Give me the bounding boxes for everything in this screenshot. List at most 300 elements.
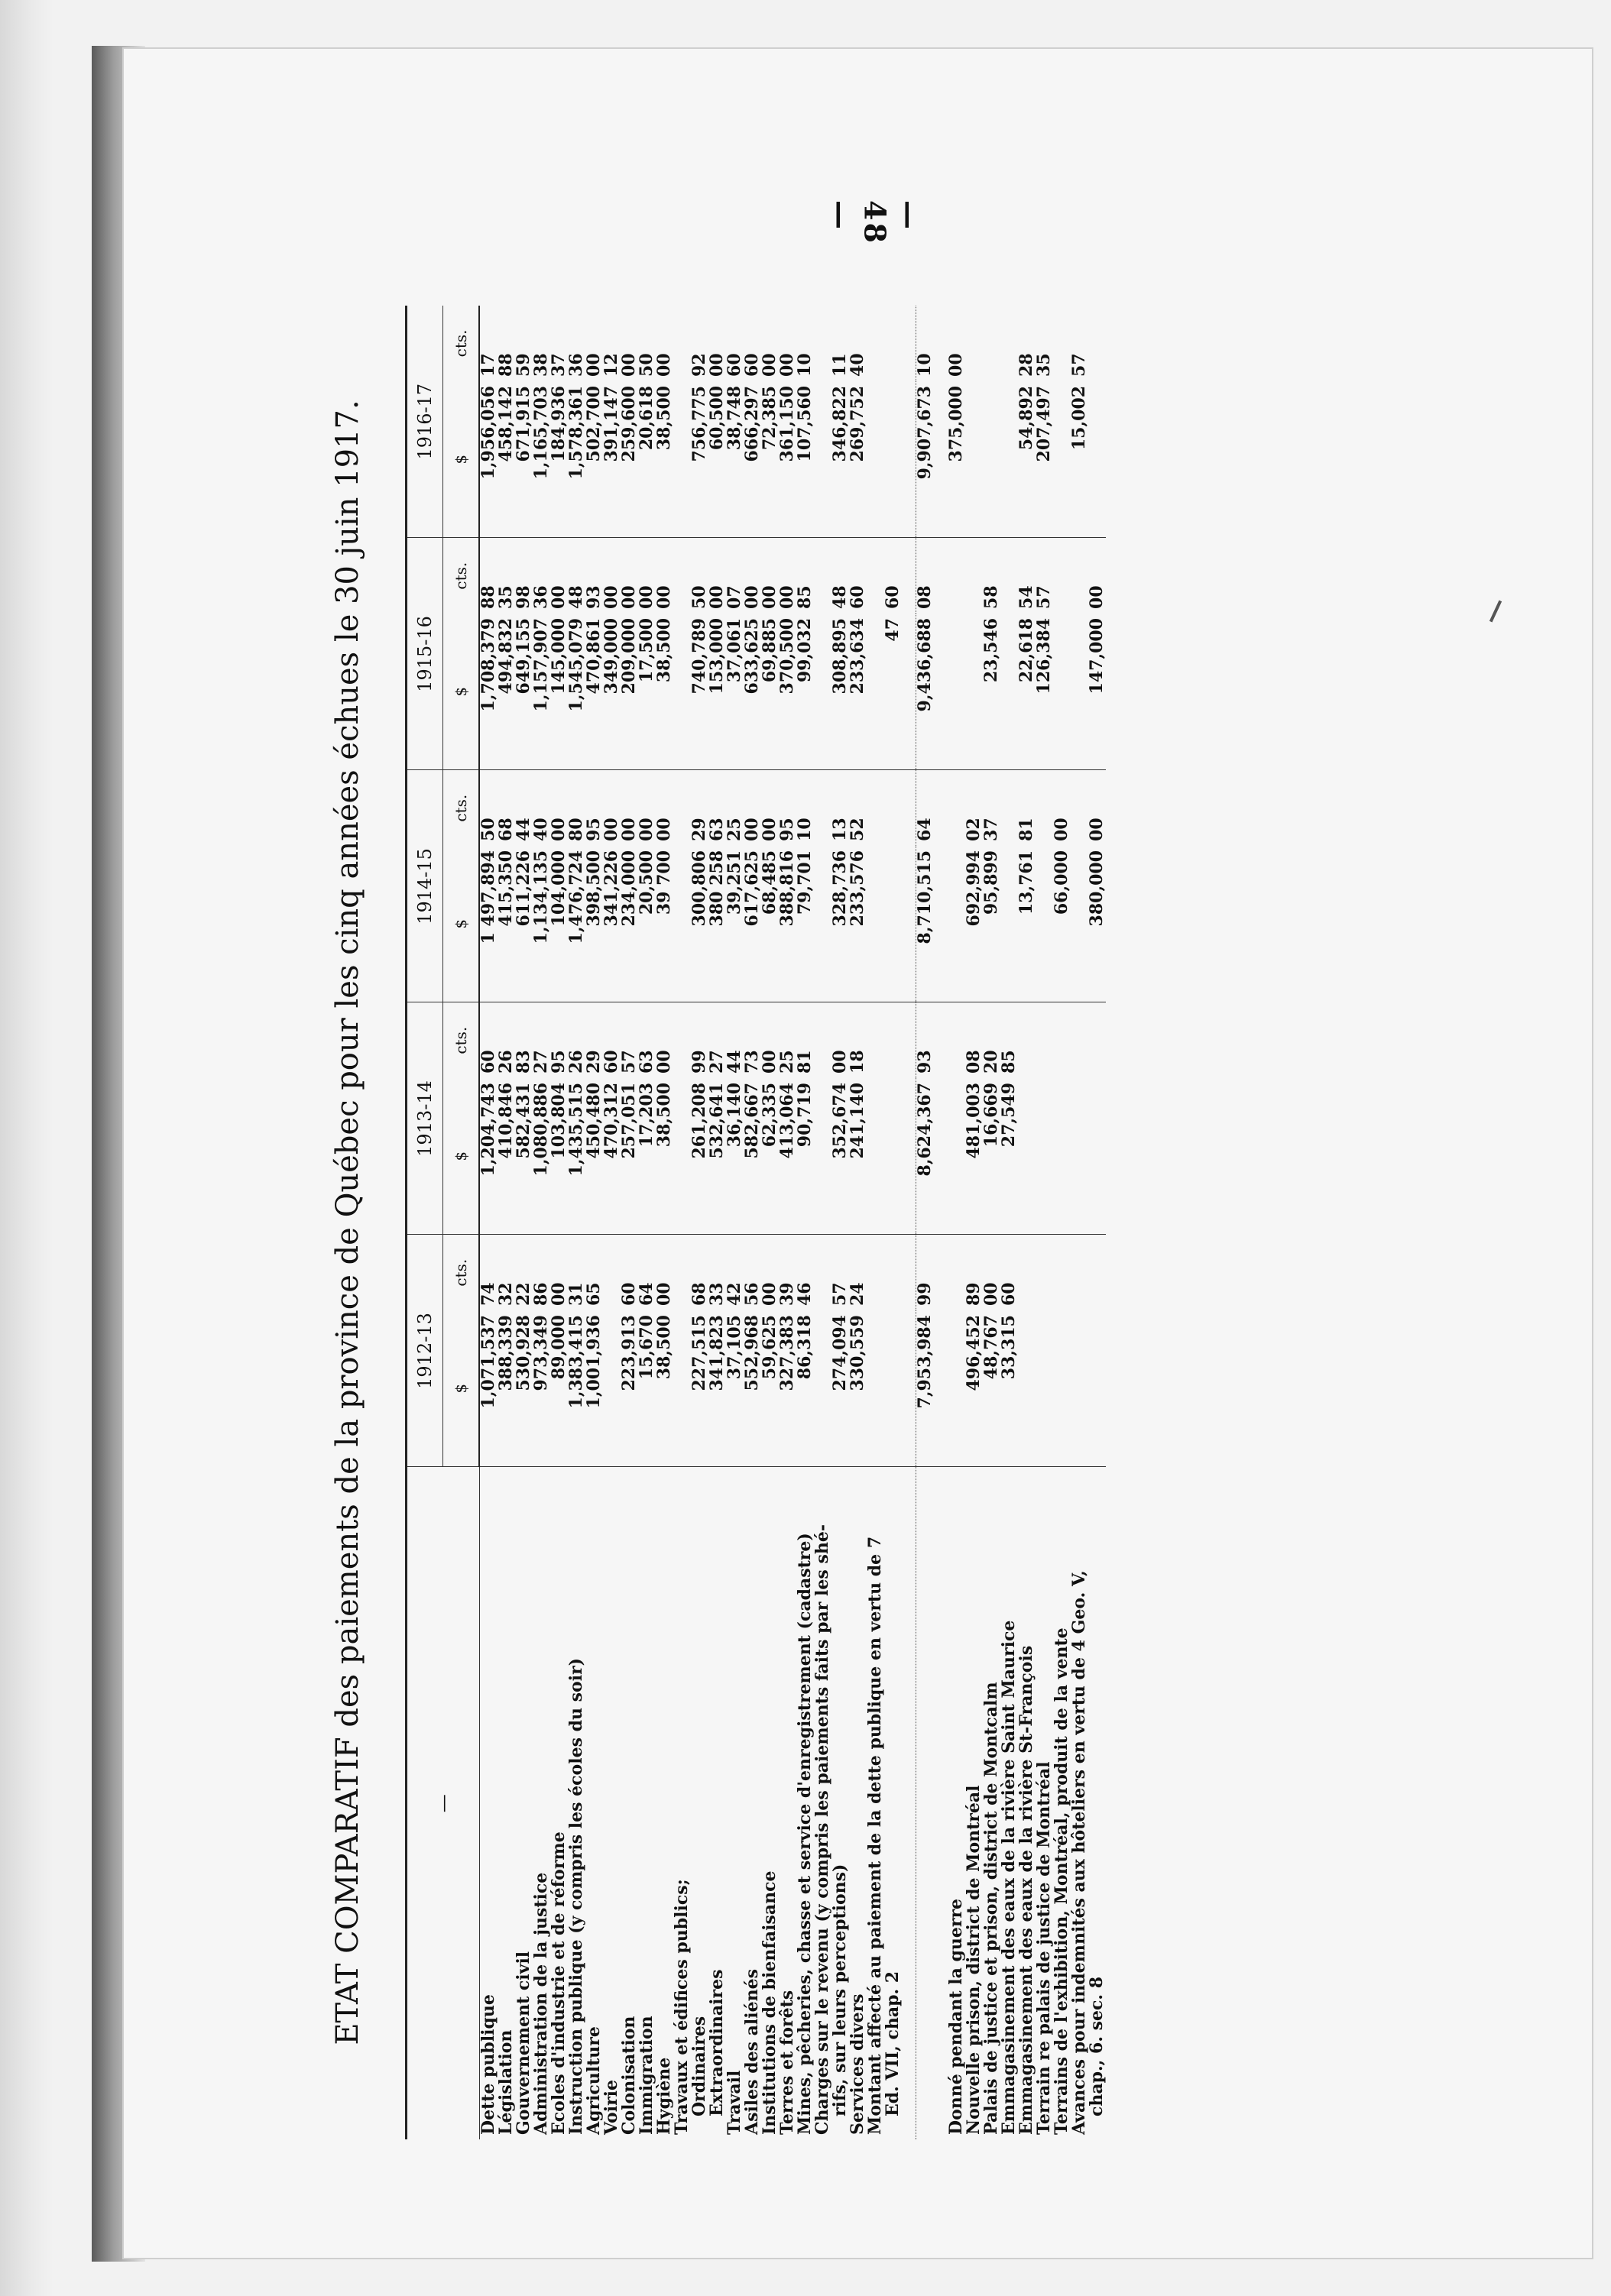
dollar-cell: 1,956,056	[479, 381, 498, 538]
spacer-cell	[902, 846, 916, 1002]
dollar-cell: 261,208	[691, 1078, 708, 1235]
cents-cell: 22	[514, 1282, 533, 1306]
cents-cell: 44	[514, 818, 533, 841]
cents-cell	[1071, 1235, 1088, 1310]
table-row	[796, 306, 814, 2139]
dollar-cell: 413,064	[779, 1078, 796, 1235]
row-label: Extraordinaires	[707, 1969, 727, 2116]
cents-cell: 40	[848, 353, 867, 377]
cents-header: cts.	[443, 538, 480, 614]
cents-cell: 54	[1016, 585, 1036, 609]
cents-cell	[884, 1002, 902, 1078]
row-label: Instruction publique (y compris les écoles du soir)	[566, 1657, 586, 2135]
cents-cell: 81	[1016, 818, 1036, 841]
dollar-cell: 756,775	[691, 381, 708, 538]
dollar-cell: 346,822	[831, 381, 849, 538]
dollar-cell: 209,000	[621, 614, 638, 770]
dollar-cell: 38,748	[726, 381, 744, 538]
dollar-cell: 37,105	[726, 1310, 744, 1467]
dollar-cell: 95,899	[983, 846, 1000, 1002]
cents-cell: 86	[531, 1282, 551, 1306]
cents-cell: 57	[619, 1050, 639, 1074]
cents-cell: 60	[848, 585, 867, 609]
cents-cell: 24	[848, 1282, 867, 1306]
dollar-cell: 352,674	[831, 1078, 849, 1235]
cents-cell: 80	[566, 818, 586, 841]
row-label: Charges sur le revenu (y compris les paiements faits par les shé-	[812, 1524, 832, 2135]
cents-cell	[1036, 1002, 1053, 1078]
dollar-cell: 1,134,135	[533, 846, 550, 1002]
dollar-cell	[603, 1310, 621, 1467]
row-label: Législation	[496, 2029, 516, 2135]
cents-cell: 12	[601, 353, 621, 377]
dollar-cell	[948, 846, 965, 1002]
cents-cell: 18	[848, 1050, 867, 1074]
cents-cell: 00	[601, 818, 621, 841]
spacer-cell	[934, 1002, 948, 1078]
dollar-header: $	[443, 614, 480, 770]
cents-cell: 81	[795, 1050, 815, 1074]
cents-cell: 00	[707, 353, 727, 377]
cents-cell	[884, 770, 902, 846]
cents-cell: 60	[619, 1282, 639, 1306]
dollar-cell: 552,968	[744, 1310, 761, 1467]
dollar-cell: 327,383	[779, 1310, 796, 1467]
dollar-cell: 1 497,894	[479, 846, 498, 1002]
dollar-cell: 38,500	[656, 1310, 673, 1467]
dollar-cell: 153,000	[708, 614, 726, 770]
cents-cell: 00	[637, 818, 656, 841]
dollar-cell: 410,846	[498, 1078, 515, 1235]
cents-cell: 42	[724, 1282, 744, 1306]
table-row	[849, 306, 867, 2139]
cents-cell: 37	[549, 353, 569, 377]
page-number: — 48 —	[823, 200, 927, 245]
table-row	[498, 306, 515, 2139]
row-label: Donné pendant la guerre	[946, 1898, 966, 2135]
table-row	[814, 306, 831, 2139]
dollar-cell	[673, 1310, 691, 1467]
year-header: 1914-15	[407, 770, 443, 1002]
year-header: 1916-17	[407, 306, 443, 538]
dollar-cell: 36,140	[726, 1078, 744, 1235]
dollar-cell: 79,701	[796, 846, 814, 1002]
cents-cell	[867, 1002, 884, 1078]
dollar-cell	[965, 381, 983, 538]
dollar-cell	[948, 614, 965, 770]
cents-cell: 00	[777, 585, 797, 609]
dollar-cell: 380,000	[1088, 846, 1106, 1002]
cents-cell	[867, 306, 884, 381]
cents-cell	[867, 1235, 884, 1310]
spacer-cell	[934, 1078, 948, 1235]
cents-cell: 60	[999, 1282, 1019, 1306]
dollar-cell: 494,832	[498, 614, 515, 770]
cents-cell: 00	[742, 818, 762, 841]
dollar-cell: 15,670	[638, 1310, 656, 1467]
cents-cell: 60	[478, 1050, 498, 1074]
table-row	[1000, 306, 1018, 2139]
spacer-cell	[902, 614, 916, 770]
dollar-cell: 391,147	[603, 381, 621, 538]
dollar-cell: 20,500	[638, 846, 656, 1002]
dollar-cell	[983, 381, 1000, 538]
cents-cell: 00	[777, 353, 797, 377]
spacer-cell	[902, 1235, 916, 1310]
spacer-cell	[902, 1002, 916, 1078]
table-row	[603, 306, 621, 2139]
cents-cell: 64	[637, 1282, 656, 1306]
cents-cell	[1036, 770, 1053, 846]
dollar-cell: 23,546	[983, 614, 1000, 770]
dollar-cell: 17,500	[638, 614, 656, 770]
dollar-cell: 68,485	[761, 846, 779, 1002]
cents-cell: 00	[654, 1050, 674, 1074]
dollar-cell	[1036, 846, 1053, 1002]
table-body	[479, 306, 1106, 2139]
cents-cell: 29	[689, 818, 709, 841]
cents-cell: 88	[478, 585, 498, 609]
dollar-cell: 145,000	[550, 614, 568, 770]
dollar-cell: 582,667	[744, 1078, 761, 1235]
table-row	[568, 306, 585, 2139]
cents-cell	[603, 1235, 621, 1310]
dollar-cell: 370,500	[779, 614, 796, 770]
dollar-cell	[965, 614, 983, 770]
cents-cell	[867, 538, 884, 614]
cents-cell: 00	[549, 818, 569, 841]
row-label: Immigration	[637, 2016, 656, 2135]
cents-cell: 57	[1034, 585, 1054, 609]
cents-cell: 02	[964, 818, 984, 841]
cents-cell: 00	[1087, 585, 1107, 609]
dollar-cell: 184,936	[550, 381, 568, 538]
dollar-cell: 227,515	[691, 1310, 708, 1467]
cents-cell: 35	[496, 585, 516, 609]
dollar-cell	[867, 846, 884, 1002]
table-row	[867, 306, 884, 2139]
cents-cell: 00	[601, 585, 621, 609]
dollar-cell: 649,155	[515, 614, 533, 770]
dollar-cell: 37,061	[726, 614, 744, 770]
cents-cell: 65	[584, 1282, 604, 1306]
cents-cell: 07	[724, 585, 744, 609]
dollar-cell	[814, 1078, 831, 1235]
row-label: chap., 6. sec. 8	[1087, 1976, 1107, 2116]
cents-cell	[1000, 306, 1018, 381]
cents-cell: 29	[584, 1050, 604, 1074]
dollar-cell	[673, 846, 691, 1002]
dollar-cell	[1000, 846, 1018, 1002]
dollar-cell: 257,051	[621, 1078, 638, 1235]
row-label: Dette publique	[478, 1994, 498, 2135]
cents-cell: 88	[496, 353, 516, 377]
table-row	[638, 306, 656, 2139]
row-label: Ordinaires	[689, 2016, 709, 2116]
spacer-cell	[902, 306, 916, 381]
dollar-cell: 60,500	[708, 381, 726, 538]
dollar-cell: 496,452	[965, 1310, 983, 1467]
dollar-cell	[1000, 381, 1018, 538]
table-row	[831, 306, 849, 2139]
cents-cell	[673, 538, 691, 614]
cents-cell: 38	[531, 353, 551, 377]
dollar-cell	[1018, 1310, 1036, 1467]
dollar-cell: 86,318	[796, 1310, 814, 1467]
cents-cell: 08	[916, 538, 935, 614]
table-row	[708, 306, 726, 2139]
cents-cell	[1053, 306, 1071, 381]
cents-cell: 95	[777, 818, 797, 841]
dollar-cell: 740,789	[691, 614, 708, 770]
row-label: Asiles des aliénés	[742, 1969, 762, 2135]
cents-cell	[673, 1002, 691, 1078]
dollar-cell: 308,895	[831, 614, 849, 770]
cents-header: cts.	[443, 306, 480, 381]
dollar-cell: 388,339	[498, 1310, 515, 1467]
cents-cell: 10	[795, 353, 815, 377]
cents-cell: 39	[777, 1282, 797, 1306]
dollar-cell: 233,634	[849, 614, 867, 770]
cents-cell: 00	[619, 353, 639, 377]
cents-cell: 50	[478, 818, 498, 841]
dollar-cell: 147,000	[1088, 614, 1106, 770]
spacer-cell	[934, 614, 948, 770]
dollar-cell	[814, 846, 831, 1002]
dollar-cell: 223,913	[621, 1310, 638, 1467]
table-row	[726, 306, 744, 2139]
cents-cell: 32	[496, 1282, 516, 1306]
row-label: Mines, pêcheries, chasse et service d'enregistrement (cadastre)	[795, 1533, 815, 2135]
dollar-cell: 234,000	[621, 846, 638, 1002]
dollar-cell	[814, 381, 831, 538]
dollar-cell: 13,761	[1018, 846, 1036, 1002]
cents-cell: 85	[999, 1050, 1019, 1074]
dollar-cell: 671,915	[515, 381, 533, 538]
dollar-cell: 107,560	[796, 381, 814, 538]
dollar-cell: 39 700	[656, 846, 673, 1002]
dollar-cell	[867, 381, 884, 538]
cents-cell	[1000, 538, 1018, 614]
cents-cell: 00	[760, 585, 780, 609]
dollar-cell: 502,700	[585, 381, 603, 538]
table-row	[691, 306, 708, 2139]
dollar-cell: 104,000	[550, 846, 568, 1002]
cents-cell: 35	[1034, 353, 1054, 377]
cents-cell: 99	[916, 1235, 935, 1310]
dollar-cell: 17,203	[638, 1078, 656, 1235]
cents-cell: 00	[654, 585, 674, 609]
dollar-cell: 328,736	[831, 846, 849, 1002]
table-row	[533, 306, 550, 2139]
dollar-cell: 47	[884, 614, 902, 770]
dollar-cell	[1053, 1310, 1071, 1467]
cents-cell: 00	[760, 1050, 780, 1074]
dollar-cell	[1036, 1078, 1053, 1235]
cents-cell: 17	[478, 353, 498, 377]
dollar-cell: 8,624,367	[916, 1078, 935, 1235]
cents-cell: 93	[584, 585, 604, 609]
cents-cell	[1088, 1002, 1106, 1078]
cents-cell	[673, 1235, 691, 1310]
dollar-cell	[884, 1078, 902, 1235]
row-label: Montant affecté au paiement de la dette publique en vertu de 7	[865, 1536, 885, 2135]
cents-cell: 98	[514, 585, 533, 609]
dollar-cell: 530,928	[515, 1310, 533, 1467]
cents-cell	[814, 1002, 831, 1078]
cents-cell: 60	[742, 353, 762, 377]
cents-cell: 56	[742, 1282, 762, 1306]
spacer-cell	[934, 1235, 948, 1310]
dollar-cell: 330,559	[849, 1310, 867, 1467]
dollar-cell	[814, 1310, 831, 1467]
dollar-cell: 48,767	[983, 1310, 1000, 1467]
cents-cell: 00	[549, 585, 569, 609]
row-label: Ecoles d'industrie et de réforme	[549, 1831, 569, 2135]
cents-cell: 95	[549, 1050, 569, 1074]
cents-cell: 57	[1069, 353, 1089, 377]
cents-cell	[965, 538, 983, 614]
dollar-cell	[673, 381, 691, 538]
dollar-cell	[1071, 1078, 1088, 1235]
table-row	[983, 306, 1000, 2139]
dollar-cell: 66,000	[1053, 846, 1071, 1002]
cents-cell: 74	[478, 1282, 498, 1306]
dollar-cell	[867, 1310, 884, 1467]
cents-cell: 52	[848, 818, 867, 841]
page-title: ETAT COMPARATIF des paiements de la province de Québec pour les cinq années échues le 30 juin 1917.	[330, 400, 365, 2045]
cents-cell: 68	[689, 1282, 709, 1306]
dollar-cell: 90,719	[796, 1078, 814, 1235]
dollar-cell: 7,953,984	[916, 1310, 935, 1467]
cents-cell: 50	[689, 585, 709, 609]
dollar-cell: 22,618	[1018, 614, 1036, 770]
dollar-cell: 27,549	[1000, 1078, 1018, 1235]
cents-cell	[1053, 538, 1071, 614]
cents-cell: 40	[531, 818, 551, 841]
cents-cell: 20	[981, 1050, 1001, 1074]
dollar-cell: 582,431	[515, 1078, 533, 1235]
dollar-cell: 470,861	[585, 614, 603, 770]
row-label: Emmagasinement des eaux de la rivière Saint Maurice	[999, 1620, 1019, 2135]
dollar-cell	[673, 1078, 691, 1235]
cents-cell: 00	[584, 353, 604, 377]
cents-cell: 83	[514, 1050, 533, 1074]
cents-cell	[884, 1235, 902, 1310]
table-row	[621, 306, 638, 2139]
dollar-cell: 349,000	[603, 614, 621, 770]
dollar-cell: 692,994	[965, 846, 983, 1002]
cents-cell	[1088, 1235, 1106, 1310]
table-row	[1088, 306, 1106, 2139]
dollar-cell: 388,816	[779, 846, 796, 1002]
dollar-cell: 1,204,743	[479, 1078, 498, 1235]
row-label	[916, 1467, 935, 2139]
dollar-cell	[1088, 381, 1106, 538]
dollar-header: $	[443, 381, 480, 538]
cents-cell	[867, 770, 884, 846]
cents-cell: 36	[531, 585, 551, 609]
cents-cell: 60	[883, 585, 903, 609]
cents-cell	[948, 770, 965, 846]
cents-cell: 63	[637, 1050, 656, 1074]
dollar-cell: 1,001,936	[585, 1310, 603, 1467]
dollar-cell: 1,165,703	[533, 381, 550, 538]
dollar-cell	[1000, 614, 1018, 770]
cents-cell	[673, 306, 691, 381]
row-label: Voirie	[601, 2079, 621, 2135]
dollar-cell: 1,545,079	[568, 614, 585, 770]
spacer-cell	[902, 1467, 916, 2139]
dollar-cell	[948, 1078, 965, 1235]
dollar-header: $	[443, 1310, 480, 1467]
cents-header: cts.	[443, 1002, 480, 1078]
spacer-cell	[934, 1310, 948, 1467]
table-row	[884, 306, 902, 2139]
header-corner: —	[407, 1467, 480, 2139]
spacer-cell	[902, 381, 916, 538]
cents-cell: 27	[707, 1050, 727, 1074]
dollar-cell: 1,476,724	[568, 846, 585, 1002]
cents-cell	[948, 538, 965, 614]
row-label: rifs, sur leurs perceptions)	[830, 1864, 850, 2116]
dollar-cell: 666,297	[744, 381, 761, 538]
spacer-cell	[902, 1078, 916, 1235]
table-row	[1053, 306, 1071, 2139]
cents-cell: 00	[760, 1282, 780, 1306]
cents-cell	[1088, 306, 1106, 381]
row-label: Terrains de l'exhibition, Montréal, produit de la vente	[1052, 1627, 1071, 2135]
cents-cell: 46	[795, 1282, 815, 1306]
cents-cell: 68	[496, 818, 516, 841]
dollar-cell: 380 258	[708, 846, 726, 1002]
dollar-cell	[884, 381, 902, 538]
spacer-cell	[902, 538, 916, 614]
dollar-cell: 103,804	[550, 1078, 568, 1235]
dollar-cell	[948, 1310, 965, 1467]
cents-cell	[1053, 1002, 1071, 1078]
dollar-cell: 16,669	[983, 1078, 1000, 1235]
cents-cell: 10	[916, 306, 935, 381]
dollar-cell: 241,140	[849, 1078, 867, 1235]
row-label: Colonisation	[619, 2016, 639, 2135]
row-label: Travail	[724, 2070, 744, 2135]
cents-cell: 00	[830, 1050, 850, 1074]
cents-cell: 60	[724, 353, 744, 377]
dollar-cell: 300,806	[691, 846, 708, 1002]
cents-cell	[983, 306, 1000, 381]
row-label: Palais de justice et prison, district de Montcalm	[981, 1682, 1001, 2135]
dollar-cell	[884, 1310, 902, 1467]
cents-cell: 00	[760, 818, 780, 841]
dollar-cell: 39,251	[726, 846, 744, 1002]
year-header: 1915-16	[407, 538, 443, 770]
spacer-cell	[934, 538, 948, 614]
cents-cell: 00	[654, 818, 674, 841]
cents-cell: 26	[566, 1050, 586, 1074]
dollar-cell: 259,600	[621, 381, 638, 538]
cents-cell	[673, 770, 691, 846]
cents-cell	[814, 1235, 831, 1310]
cents-cell	[1071, 770, 1088, 846]
cents-cell: 00	[654, 1282, 674, 1306]
cents-header: cts.	[443, 770, 480, 846]
dollar-cell: 1,435,515	[568, 1078, 585, 1235]
cents-cell: 58	[981, 585, 1001, 609]
spacer-cell	[934, 770, 948, 846]
cents-cell: 92	[689, 353, 709, 377]
dollar-cell: 9,907,673	[916, 381, 935, 538]
